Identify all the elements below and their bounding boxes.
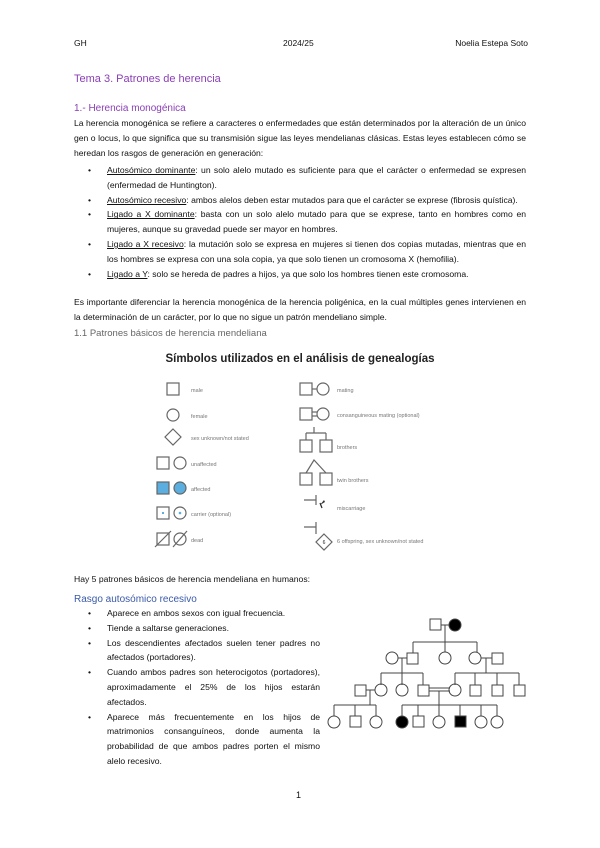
list-item: • Tiende a saltarse generaciones. — [74, 621, 320, 636]
recessive-traits-list — [74, 606, 320, 769]
header-right: Noelia Estepa Soto — [455, 38, 528, 48]
inheritance-list — [74, 163, 526, 281]
svg-text:6 offspring, sex unknown/not s: 6 offspring, sex unknown/not stated — [337, 539, 424, 545]
svg-text:twin brothers: twin brothers — [337, 478, 369, 484]
list-item: • Aparece en ambos sexos con igual frecuencia. — [74, 606, 320, 621]
page-number: 1 — [296, 790, 302, 800]
list-item: • Cuando ambos padres son heterocigotos (portadores), aproximadamente el 25% de los hijos estarán afectados. — [74, 665, 320, 709]
svg-text:sex unknown/not stated: sex unknown/not stated — [191, 436, 249, 442]
subsection-heading: 1.1 Patrones básicos de herencia mendeliana — [74, 328, 267, 339]
svg-text:female: female — [191, 414, 208, 420]
list-item: • Los descendientes afectados suelen tener padres no afectados (portadores). — [74, 636, 320, 666]
svg-text:consanguineous mating (optiona: consanguineous mating (optional) — [337, 413, 420, 419]
header-left: GH — [74, 38, 87, 48]
list-item: • Ligado a Y: solo se hereda de padres a hijos, ya que solo los hombres tienen este cromosoma. — [74, 267, 526, 282]
intro-paragraph: La herencia monogénica se refiere a caracteres o enfermedades que están determinados por la alteración de un único gen o locus, lo que significa que su transmisión sigue las leyes mendelianas clásicas. Estas leyes establecen cómo se heredan los rasgos de generación en generación: — [74, 118, 526, 158]
list-item: • Ligado a X recesivo: la mutación solo se expresa en mujeres si tienen dos copias mutadas, mientras que en los hombres se expresa con una sola copia, ya que solo tienen un cromosoma X (hemofilia). — [74, 237, 526, 267]
svg-text:unaffected: unaffected — [191, 462, 217, 468]
note-paragraph: Es importante diferenciar la herencia monogénica de la herencia poligénica, en la cual múltiples genes intervienen en la determinación de un carácter, por lo que no sigue un patrón mendeliano simple. — [74, 297, 526, 322]
pedigree-chart — [320, 610, 540, 740]
svg-text:dead: dead — [191, 538, 204, 544]
list-item: • Autosómico recesivo: ambos alelos deben estar mutados para que el carácter se exprese (fibrosis quística). — [74, 193, 526, 208]
section-heading: 1.- Herencia monogénica — [74, 103, 186, 114]
subheading-autosomal-recessive: Rasgo autosómico recesivo — [74, 594, 197, 605]
pedigree-symbols-figure — [140, 345, 460, 555]
figure-title: Símbolos utilizados en el análisis de genealogías — [165, 353, 435, 365]
svg-text:brothers: brothers — [337, 445, 358, 451]
header-center: 2024/25 — [283, 38, 314, 48]
svg-text:carrier (optional): carrier (optional) — [191, 512, 232, 518]
svg-text:6: 6 — [322, 540, 326, 546]
svg-text:male: male — [191, 388, 203, 394]
list-item: • Aparece más frecuentemente en los hijos de matrimonios consanguíneos, donde aumenta la probabilidad de que ambos padres porten el mismo alelo recesivo. — [74, 710, 320, 769]
carrier-dot-icon — [162, 512, 164, 514]
svg-text:mating: mating — [337, 388, 354, 394]
list-item: • Ligado a X dominante: basta con un solo alelo mutado para que se exprese, tanto en hombres como en mujeres, aunque su gravedad puede ser mayor en hombres. — [74, 207, 526, 237]
svg-text:miscarriage: miscarriage — [337, 506, 366, 512]
svg-text:affected: affected — [191, 487, 211, 493]
patterns-lead: Hay 5 patrones básicos de herencia mendeliana en humanos: — [74, 574, 311, 584]
list-item: • Autosómico dominante: un solo alelo mutado es suficiente para que el carácter o enfermedad se expresen (enfermedad de Huntington). — [74, 163, 526, 193]
page-title: Tema 3. Patrones de herencia — [74, 73, 221, 85]
